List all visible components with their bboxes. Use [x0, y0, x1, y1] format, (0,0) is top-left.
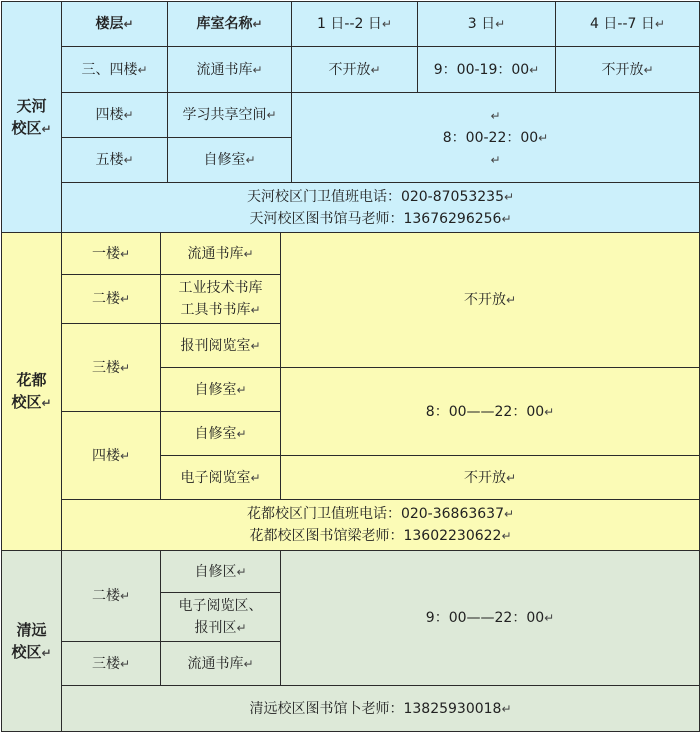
huadu-room-study-4f: 自修室↵	[161, 412, 281, 456]
huadu-room-study-3f: 自修室↵	[161, 368, 281, 412]
tianhe-section	[1, 1, 700, 233]
qingyuan-room-study: 自修区↵	[161, 551, 281, 593]
huadu-closed-upper: 不开放↵	[281, 233, 700, 368]
huadu-room-industrial: 工业技术书库 工具书书库↵	[161, 275, 281, 324]
header-day-3: 3 日↵	[418, 2, 556, 47]
huadu-contact: 花都校区门卫值班电话：020-36863637↵ 花都校区图书馆梁老师：13602230622↵	[62, 500, 700, 551]
tianhe-circulation-day-3: 9：00-19：00↵	[418, 47, 556, 93]
campus-tianhe: 天河 校区↵	[2, 2, 62, 233]
huadu-section	[1, 232, 700, 551]
qingyuan-section	[1, 550, 700, 732]
huadu-floor-3: 三楼↵	[62, 324, 161, 412]
header-floor: 楼层↵	[62, 2, 168, 47]
tianhe-circulation-days-1-2: 不开放↵	[292, 47, 418, 93]
header-days-1-2: 1 日--2 日↵	[292, 2, 418, 47]
qingyuan-room-ereading: 电子阅览区、 报刊区↵	[161, 593, 281, 642]
header-days-4-7: 4 日--7 日↵	[556, 2, 700, 47]
tianhe-floor-5: 五楼↵	[62, 138, 168, 183]
tianhe-floor-4: 四楼↵	[62, 93, 168, 138]
huadu-hours: 8：00——22：00↵	[281, 368, 700, 456]
qingyuan-floor-3: 三楼↵	[62, 642, 161, 686]
huadu-floor-1: 一楼↵	[62, 233, 161, 275]
campus-huadu: 花都 校区↵	[2, 233, 62, 551]
tianhe-shared-hours: ↵ 8：00-22：00↵ ↵	[292, 93, 700, 183]
qingyuan-contact: 清远校区图书馆卜老师：13825930018↵	[62, 686, 700, 732]
tianhe-contact: 天河校区门卫值班电话：020-87053235↵ 天河校区图书馆马老师：13676296256↵	[62, 183, 700, 233]
huadu-floor-2: 二楼↵	[62, 275, 161, 324]
tianhe-room-study: 自修室↵	[168, 138, 292, 183]
tianhe-floor-3-4: 三、四楼↵	[62, 47, 168, 93]
tianhe-circulation-days-4-7: 不开放↵	[556, 47, 700, 93]
huadu-room-ereading: 电子阅览室↵	[161, 456, 281, 500]
qingyuan-floor-2: 二楼↵	[62, 551, 161, 642]
qingyuan-hours: 9：00——22：00↵	[281, 551, 700, 686]
header-room: 库室名称↵	[168, 2, 292, 47]
huadu-closed-lower: 不开放↵	[281, 456, 700, 500]
tianhe-room-circulation: 流通书库↵	[168, 47, 292, 93]
huadu-room-circulation: 流通书库↵	[161, 233, 281, 275]
huadu-floor-4: 四楼↵	[62, 412, 161, 500]
tianhe-room-learning-commons: 学习共享空间↵	[168, 93, 292, 138]
qingyuan-room-circulation: 流通书库↵	[161, 642, 281, 686]
huadu-room-periodicals: 报刊阅览室↵	[161, 324, 281, 368]
campus-qingyuan: 清远 校区↵	[2, 551, 62, 732]
